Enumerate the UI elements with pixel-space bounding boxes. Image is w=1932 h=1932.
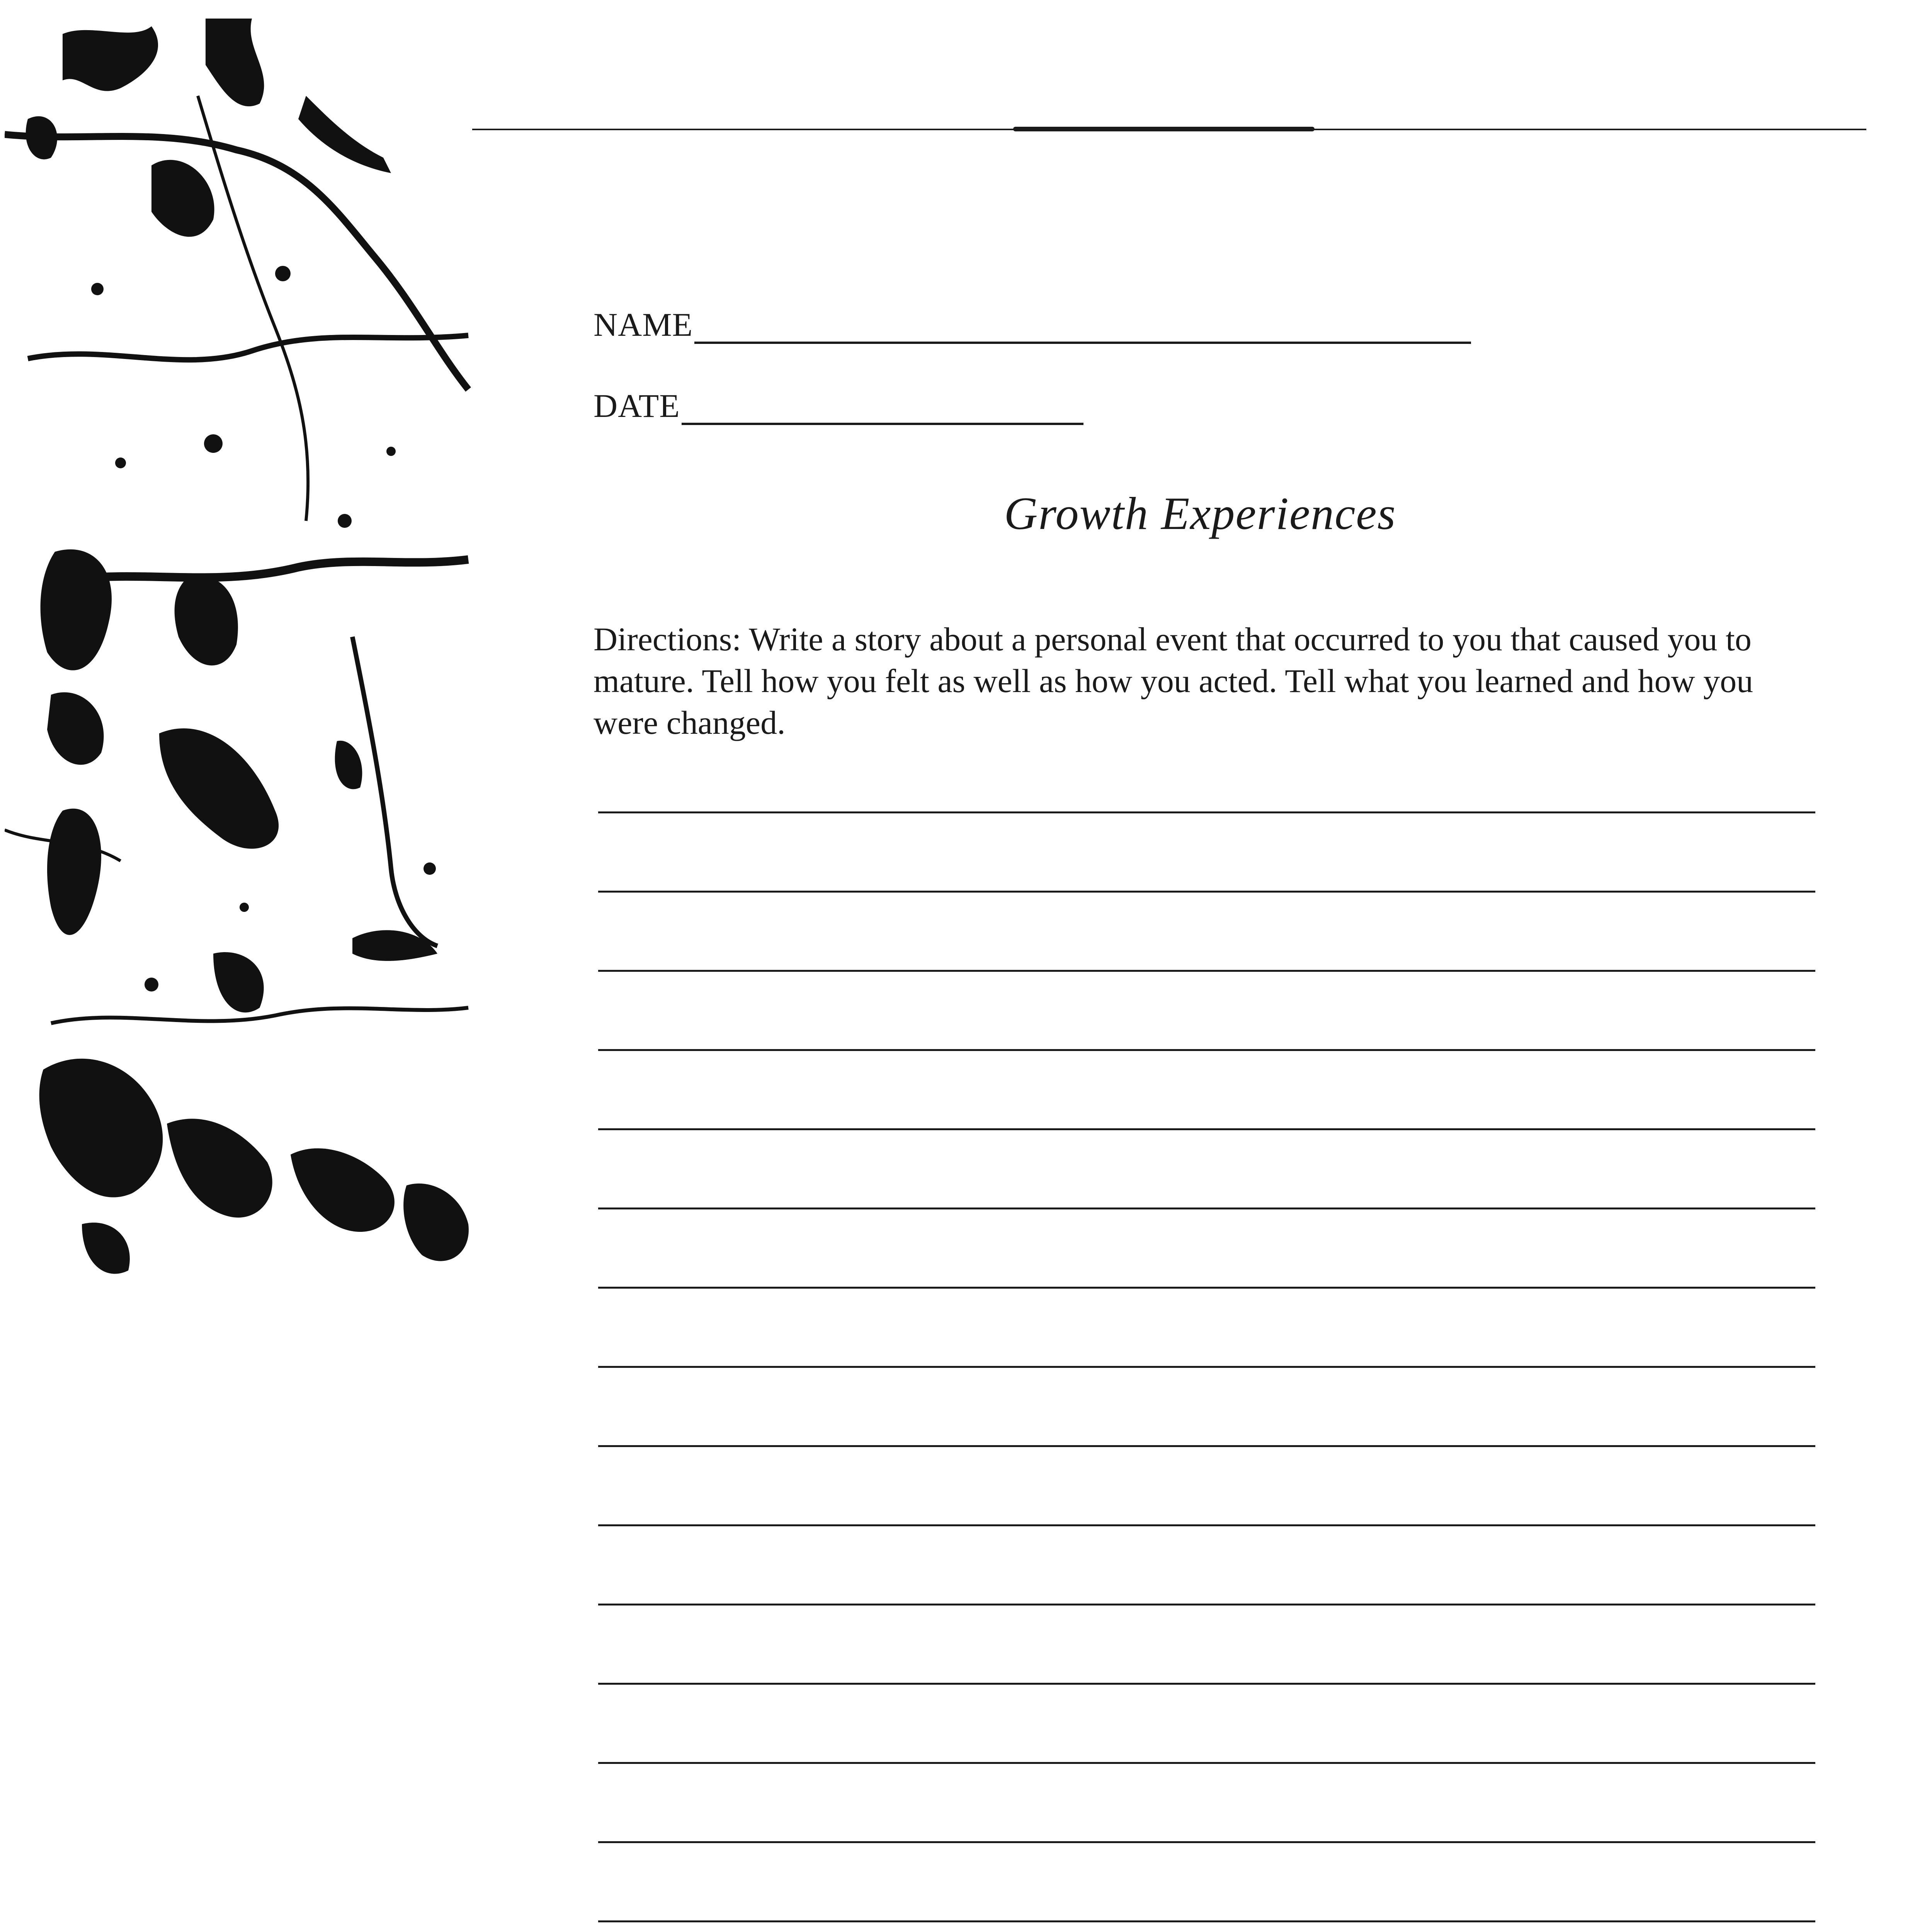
page-title: Growth Experiences	[1004, 488, 1396, 539]
date-label: DATE	[594, 387, 680, 424]
name-field[interactable]	[594, 305, 1471, 344]
writing-line[interactable]	[598, 1841, 1815, 1843]
date-input-line[interactable]	[682, 395, 1083, 425]
name-label: NAME	[594, 306, 693, 343]
writing-line[interactable]	[598, 891, 1815, 893]
writing-line[interactable]	[598, 1683, 1815, 1685]
writing-line[interactable]	[598, 811, 1815, 813]
marble-texture-image	[5, 19, 479, 1287]
top-rule-divider	[472, 127, 1866, 131]
name-input-line[interactable]	[694, 314, 1471, 344]
writing-line[interactable]	[598, 1128, 1815, 1130]
writing-line[interactable]	[598, 1445, 1815, 1447]
writing-line[interactable]	[598, 1762, 1815, 1764]
writing-line[interactable]	[598, 970, 1815, 972]
writing-line[interactable]	[598, 1920, 1815, 1922]
writing-line[interactable]	[598, 1049, 1815, 1051]
writing-line[interactable]	[598, 1287, 1815, 1289]
writing-line[interactable]	[598, 1524, 1815, 1526]
writing-line[interactable]	[598, 1208, 1815, 1209]
directions-text: Directions: Write a story about a personal event that occurred to you that caused you to mature. Tell how you felt as well as how you acted. Tell what you learned and how you were changed.	[594, 621, 1753, 741]
date-field[interactable]	[594, 386, 1083, 425]
writing-area[interactable]	[598, 811, 1815, 1932]
writing-line[interactable]	[598, 1604, 1815, 1605]
writing-line[interactable]	[598, 1366, 1815, 1368]
